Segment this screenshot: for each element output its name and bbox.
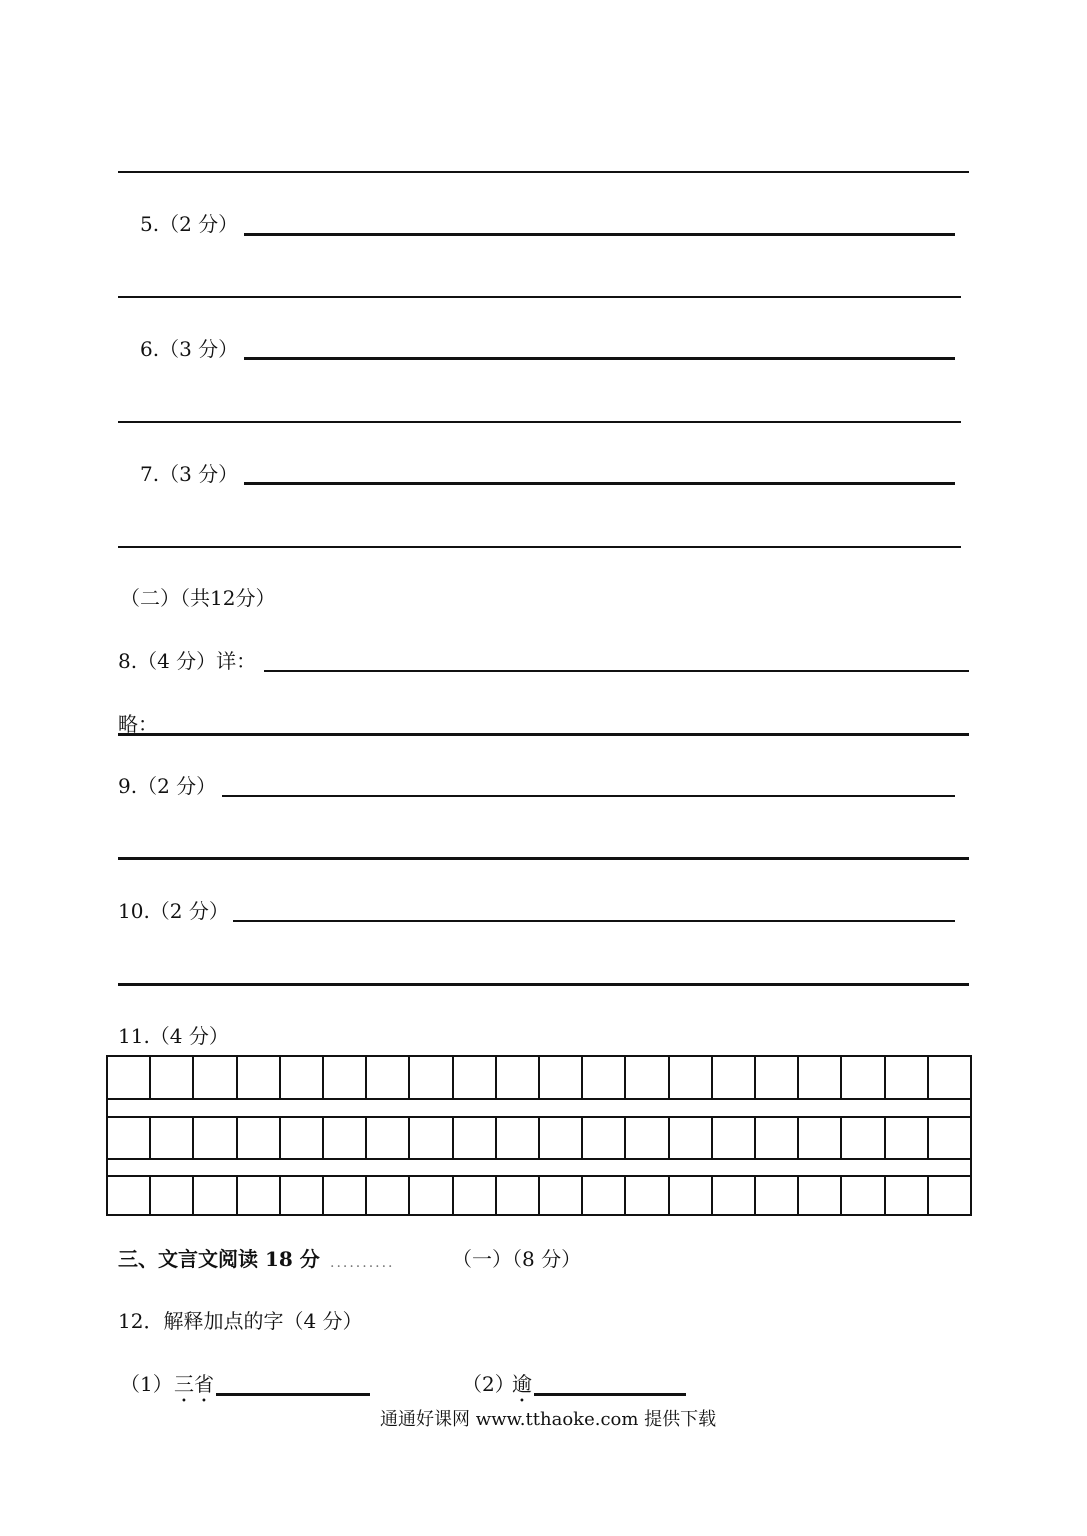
grid-cell[interactable] [454,1118,497,1158]
answer-line-q10[interactable] [233,920,955,922]
grid-cell[interactable] [886,1057,929,1098]
grid-cell[interactable] [842,1177,885,1214]
question-8-label: 8.（4 分）详： [118,649,257,673]
section-2-heading: （二）（共12分） [120,586,276,610]
grid-cell[interactable] [670,1177,713,1214]
answer-line-q7[interactable] [244,482,955,485]
grid-cell[interactable] [108,1177,151,1214]
grid-cell[interactable] [756,1177,799,1214]
grid-cell[interactable] [799,1118,842,1158]
grid-cell[interactable] [238,1057,281,1098]
question-12-2-label: （2） [462,1372,515,1396]
question-12-1-label: （1） [120,1372,173,1396]
grid-cell[interactable] [713,1177,756,1214]
answer-line[interactable] [118,421,961,423]
question-6-label: 6.（3 分） [140,337,239,361]
grid-cell[interactable] [799,1177,842,1214]
section-3-heading: 三、文言文阅读 18 分 [118,1247,320,1271]
grid-cell[interactable] [410,1177,453,1214]
answer-line[interactable] [118,171,969,173]
writing-grid [106,1055,972,1216]
footer-text: 通通好课网 www.tthaoke.com 提供下载 [380,1409,717,1430]
grid-cell[interactable] [281,1118,324,1158]
answer-line-q6[interactable] [244,357,955,360]
grid-cell[interactable] [497,1118,540,1158]
grid-cell[interactable] [670,1118,713,1158]
grid-cell[interactable] [367,1057,410,1098]
grid-cell[interactable] [929,1118,970,1158]
grid-cell[interactable] [367,1118,410,1158]
question-5-label: 5.（2 分） [140,212,239,236]
grid-cell[interactable] [583,1057,626,1098]
grid-cell[interactable] [151,1118,194,1158]
answer-line-q9[interactable] [222,795,955,797]
section-3-dots: .......... [330,1255,395,1271]
answer-line-q5[interactable] [244,233,955,236]
grid-cell[interactable] [367,1177,410,1214]
answer-line-q8-detail[interactable] [264,670,969,672]
grid-cell[interactable] [540,1177,583,1214]
grid-cell[interactable] [756,1057,799,1098]
grid-cell[interactable] [194,1118,237,1158]
grid-cell[interactable] [194,1177,237,1214]
grid-cell[interactable] [410,1057,453,1098]
grid-cell[interactable] [454,1057,497,1098]
question-10-label: 10.（2 分） [118,899,229,923]
grid-cell[interactable] [929,1177,970,1214]
grid-cell[interactable] [670,1057,713,1098]
answer-line-q12-1[interactable] [216,1393,370,1396]
grid-cell[interactable] [713,1057,756,1098]
grid-cell[interactable] [324,1057,367,1098]
grid-cell[interactable] [454,1177,497,1214]
question-9-label: 9.（2 分） [118,774,217,798]
grid-cell[interactable] [540,1057,583,1098]
grid-cell[interactable] [756,1118,799,1158]
grid-cell[interactable] [540,1118,583,1158]
grid-cell[interactable] [583,1118,626,1158]
answer-line[interactable] [118,296,961,298]
grid-cell[interactable] [842,1057,885,1098]
grid-cell[interactable] [324,1177,367,1214]
question-8-brief-label: 略： [118,712,158,736]
question-7-label: 7.（3 分） [140,462,239,486]
grid-cell[interactable] [281,1057,324,1098]
grid-cell[interactable] [108,1057,151,1098]
grid-cell[interactable] [497,1177,540,1214]
grid-cell[interactable] [626,1177,669,1214]
grid-cell[interactable] [886,1118,929,1158]
grid-cell[interactable] [799,1057,842,1098]
grid-divider [108,1098,970,1100]
grid-cell[interactable] [713,1118,756,1158]
grid-cell[interactable] [886,1177,929,1214]
section-3-subheading: （一）（8 分） [452,1247,582,1271]
grid-cell[interactable] [842,1118,885,1158]
grid-cell[interactable] [281,1177,324,1214]
answer-line[interactable] [118,983,969,986]
grid-cell[interactable] [497,1057,540,1098]
answer-line[interactable] [118,857,969,860]
question-12-2-word: 逾 [512,1372,532,1396]
grid-row [108,1177,970,1214]
grid-cell[interactable] [583,1177,626,1214]
grid-cell[interactable] [151,1057,194,1098]
grid-cell[interactable] [626,1118,669,1158]
answer-line-q12-2[interactable] [534,1393,686,1396]
grid-cell[interactable] [238,1177,281,1214]
question-11-label: 11.（4 分） [118,1024,229,1048]
grid-cell[interactable] [108,1118,151,1158]
grid-row [108,1118,970,1158]
grid-cell[interactable] [410,1118,453,1158]
grid-cell[interactable] [238,1118,281,1158]
grid-cell[interactable] [151,1177,194,1214]
answer-line-q8-brief[interactable] [118,733,969,736]
question-12-1-word: 三省 [174,1372,214,1396]
grid-row [108,1057,970,1098]
grid-cell[interactable] [929,1057,970,1098]
grid-cell[interactable] [194,1057,237,1098]
grid-cell[interactable] [324,1118,367,1158]
grid-cell[interactable] [626,1057,669,1098]
answer-line[interactable] [118,546,961,548]
question-12-label: 12．解释加点的字（4 分） [118,1309,363,1333]
grid-divider [108,1158,970,1160]
